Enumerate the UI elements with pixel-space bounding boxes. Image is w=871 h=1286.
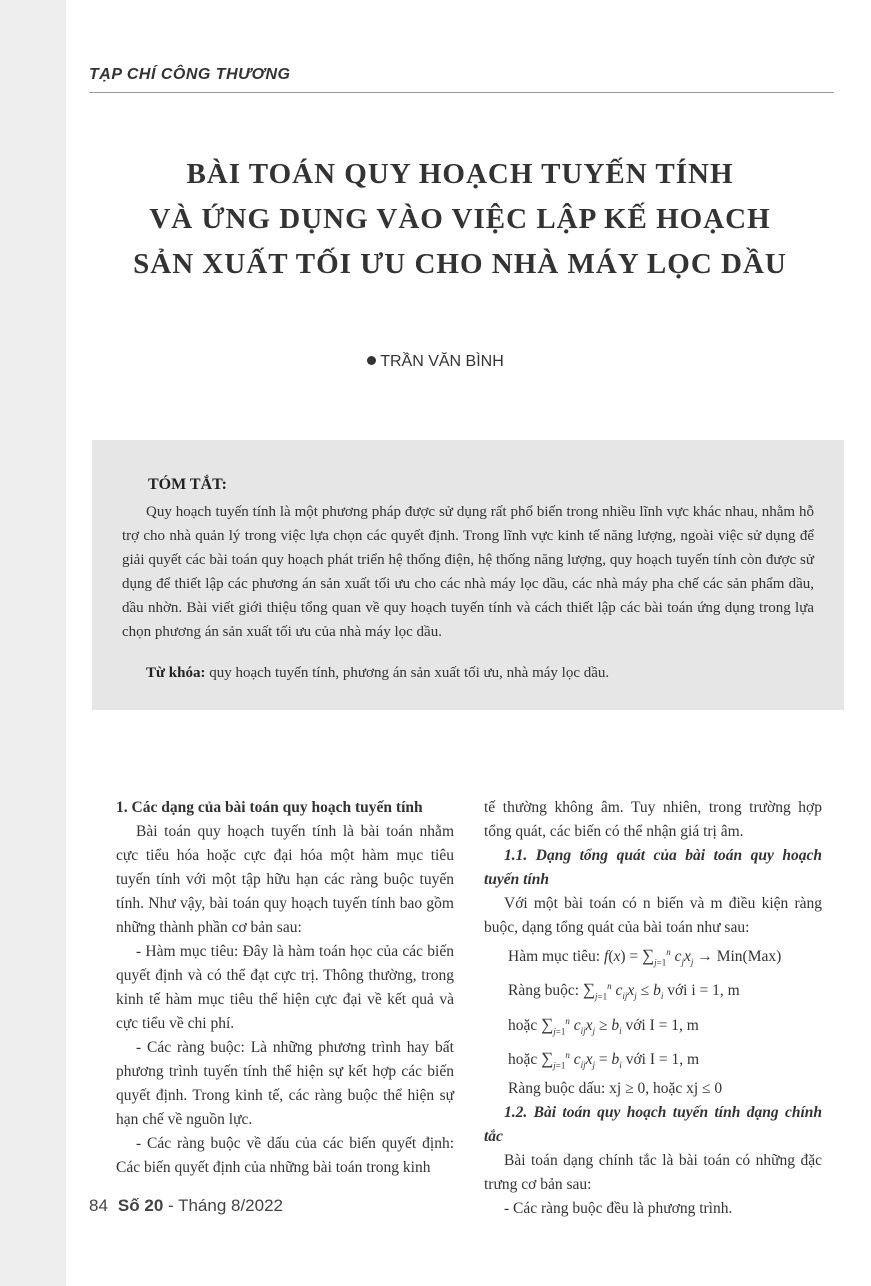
subsection-heading: 1.2. Bài toán quy hoạch tuyến tính dạng chính tắc — [484, 1104, 822, 1145]
keywords — [146, 665, 609, 682]
keywords-text: quy hoạch tuyến tính, phương án sản xuất tối ưu, nhà máy lọc dầu. — [209, 665, 610, 681]
title-line-3: SẢN XUẤT TỐI ƯU CHO NHÀ MÁY LỌC DẦU — [133, 248, 787, 280]
paragraph: Bài toán quy hoạch tuyến tính là bài toán nhằm cực tiểu hóa hoặc cực đại hóa một hàm mục tiêu tuyến tính với một tập hữu hạn các ràng buộc tuyến tính. Như vậy, bài toán quy hoạch tuyến tính bao gồm những thành phần cơ bản sau: — [116, 823, 454, 936]
paragraph: - Các ràng buộc về dấu của các biến quyết định: Các biến quyết định của những bài toán trong kinh — [116, 1135, 454, 1176]
paragraph: Với một bài toán có n biến và m điều kiện ràng buộc, dạng tổng quát của bài toán như sau: — [484, 895, 822, 936]
left-column — [116, 796, 454, 1180]
abstract-body — [122, 500, 814, 644]
abstract-heading: TÓM TẮT: — [148, 476, 227, 493]
paragraph: tế thường không âm. Tuy nhiên, trong trường hợp tổng quát, các biến có thể nhận giá trị âm. — [484, 799, 822, 840]
author-name: TRẦN VĂN BÌNH — [380, 353, 504, 370]
page-number: 84 — [89, 1196, 108, 1215]
section-heading: 1. Các dạng của bài toán quy hoạch tuyến tính — [116, 799, 423, 816]
keywords-label: Từ khóa: — [146, 665, 206, 681]
page-edge — [0, 0, 66, 1286]
formula-objective: Hàm mục tiêu: $f(x) = \sum_{j=1}^n$ $c_jx_j \to Min(Max)$ — [508, 946, 782, 968]
subsection-heading: 1.1. Dạng tổng quát của bài toán quy hoạch tuyến tính — [484, 847, 822, 888]
right-column — [484, 796, 822, 1221]
abstract-text: Quy hoạch tuyến tính là một phương pháp được sử dụng rất phổ biến trong nhiều lĩnh vực khác nhau, nhằm hỗ trợ cho nhà quản lý trong việc lựa chọn các quyết định. Trong lĩnh vực kinh tế năng lượng, ngoài việc sử dụng để giải quyết các bài toán quy hoạch phát triển hệ thống điện, hệ thống năng lượng, quy hoạch tuyến tính còn được sử dụng để thiết lập các phương án sản xuất tối ưu cho các nhà máy lọc dầu, các nhà máy pha chế các sản phẩm dầu, dầu nhờn. Bài viết giới thiệu tổng quan về quy hoạch tuyến tính và cách thiết lập các bài toán ứng dụng trong lựa chọn phương án sản xuất tối ưu của nhà máy lọc dầu. — [122, 504, 814, 640]
paragraph: - Các ràng buộc: Là những phương trình hay bất phương trình tuyến tính thể hiện sự kết hợp các biến quyết định. Trong kinh tế, các ràng buộc thể hiện sự hạn chế về nguồn lực. — [116, 1039, 454, 1128]
formula-constraint-eq: hoặc $\sum_{j=1}^n$ $c_{ij}x_j = b_i$ với I = 1, m — [508, 1048, 700, 1070]
author-line — [0, 353, 871, 371]
paragraph: - Hàm mục tiêu: Đây là hàm toán học của các biến quyết định và có thể đạt cực trị. Thông thường, trong kinh tế hàm mục tiêu thể hiện cực đại về kết quả và cực tiểu về chi phí. — [116, 943, 454, 1032]
title-line-1: BÀI TOÁN QUY HOẠCH TUYẾN TÍNH — [186, 158, 734, 190]
journal-header: TẠP CHÍ CÔNG THƯƠNG — [89, 66, 291, 83]
page-footer — [89, 1196, 283, 1216]
issue-number: Số 20 — [117, 1196, 164, 1215]
title-line-2: VÀ ỨNG DỤNG VÀO VIỆC LẬP KẾ HOẠCH — [149, 203, 771, 235]
formula-constraint-le: Ràng buộc: $\sum_{j=1}^n$ $c_{ij}x_j \le b_i$ với i = 1, m — [508, 980, 740, 1002]
issue-date: - Tháng 8/2022 — [163, 1196, 284, 1215]
header-rule — [89, 92, 834, 93]
bullet-icon — [367, 356, 376, 365]
paragraph: Bài toán dạng chính tắc là bài toán có những đặc trưng cơ bản sau: — [484, 1152, 822, 1193]
paragraph: - Các ràng buộc đều là phương trình. — [504, 1200, 733, 1217]
formula-sign-constraint: Ràng buộc dấu: xj ≥ 0, hoặc xj ≤ 0 — [508, 1080, 723, 1097]
formula-constraint-ge: hoặc $\sum_{j=1}^n$ $c_{ij}x_j \ge b_i$ với I = 1, m — [508, 1014, 699, 1036]
article-title — [80, 152, 840, 287]
